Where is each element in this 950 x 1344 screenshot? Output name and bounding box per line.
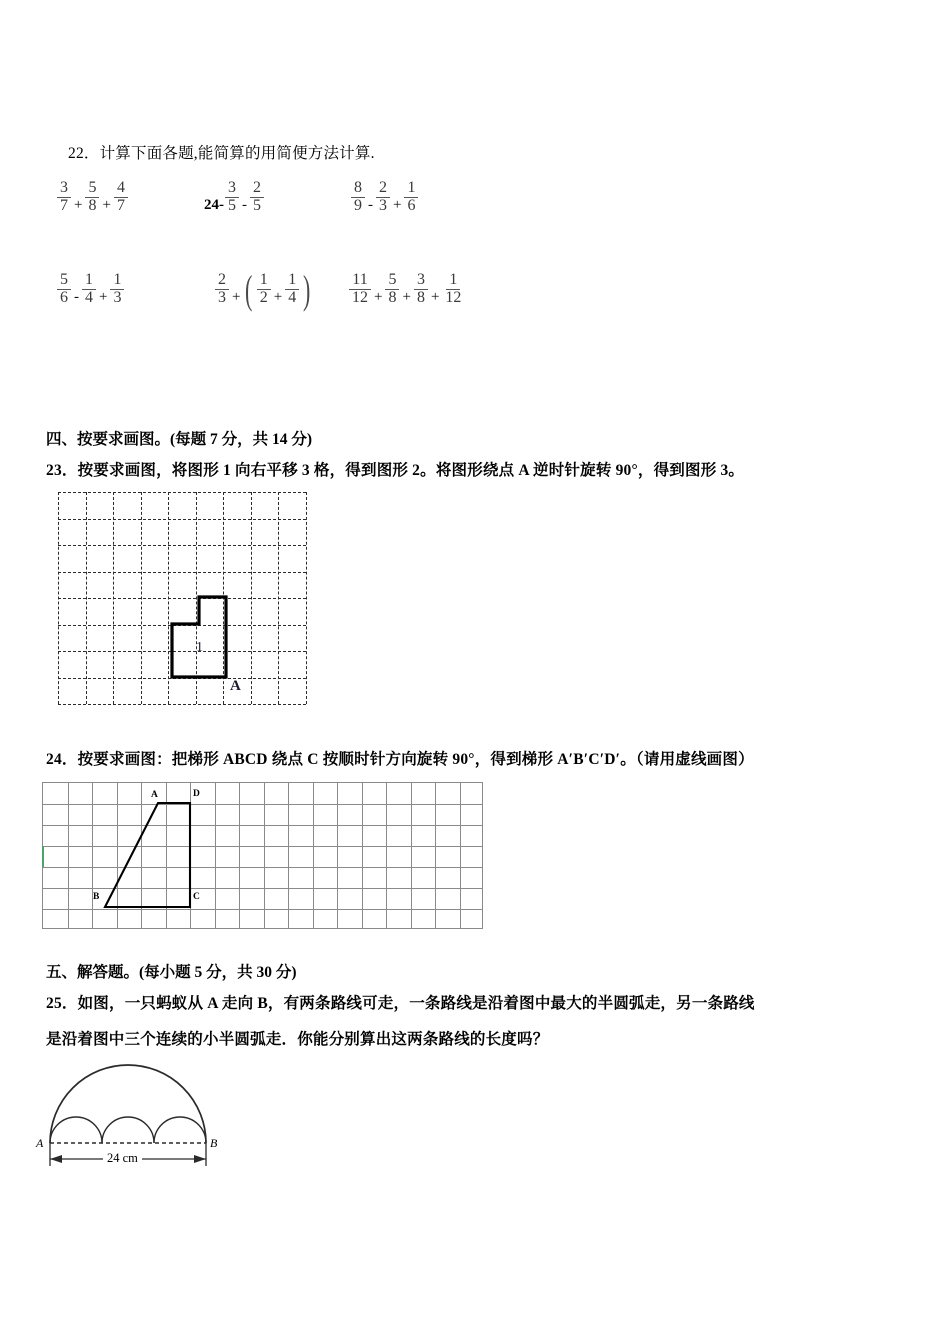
dim-arrow-left — [50, 1155, 62, 1163]
fraction: $\frac{5}{8}$ — [385, 272, 399, 307]
expression-q22-e — [214, 266, 314, 312]
operator: - — [242, 196, 247, 213]
fraction: $\frac{5}{8}$ — [85, 180, 99, 215]
fraction: $\frac{1}{4}$ — [82, 272, 96, 307]
fraction: $\frac{1}{12}$ — [445, 271, 462, 306]
grid-hline — [58, 704, 306, 705]
q22-number: 22． — [68, 145, 100, 162]
operator: - — [368, 196, 373, 213]
vertex-label-b: B — [93, 892, 100, 902]
point-label-b: B — [210, 1136, 218, 1150]
fraction: $\frac{8}{9}$ — [351, 180, 365, 215]
shape-number-label: 1 — [196, 640, 203, 655]
fraction: $\frac{1}{3}$ — [110, 272, 124, 307]
dim-arrow-right — [194, 1155, 206, 1163]
q23-number: 23． — [46, 462, 78, 479]
vertex-label-d: D — [193, 789, 200, 799]
operator: + — [393, 196, 402, 213]
expression-q22-b — [204, 180, 265, 215]
operator: - — [74, 288, 79, 305]
expression-q22-f — [348, 272, 465, 307]
q24-prompt-line — [46, 748, 754, 771]
q24-solid-grid-figure — [42, 782, 483, 929]
expression-q22-d — [56, 272, 125, 307]
expression-q22-c — [350, 180, 419, 215]
fraction: $\frac{5}{6}$ — [57, 272, 71, 307]
trapezoid-abcd — [105, 803, 190, 907]
operator: + — [374, 288, 383, 305]
q25-semicircle-figure — [36, 1080, 236, 1180]
q24-trapezoid-overlay — [43, 783, 484, 930]
q23-shape-overlay — [58, 492, 306, 704]
expression-prefix: 24- — [204, 196, 224, 213]
right-parenthesis: ) — [303, 266, 311, 312]
small-semicircle-arc-2 — [102, 1117, 154, 1143]
small-semicircle-arc-1 — [50, 1117, 102, 1143]
operator: + — [74, 196, 83, 213]
point-a-label: A — [230, 678, 241, 694]
fraction: $\frac{2}{5}$ — [250, 180, 264, 215]
fraction: $\frac{3}{8}$ — [414, 272, 428, 307]
operator: + — [402, 288, 411, 305]
fraction: $\frac{1}{2}$ — [257, 272, 271, 307]
q25-prompt-line1 — [46, 992, 755, 1015]
q24-prompt-text: 按要求画图：把梯形 ABCD 绕点 C 按顺时针方向旋转 90°，得到梯形 A′B′C′D′。（请用虚线画图） — [77, 751, 754, 768]
expression-q22-a — [56, 180, 129, 215]
operator: + — [273, 288, 283, 305]
operator: + — [99, 288, 108, 305]
fraction: $\frac{3}{5}$ — [225, 180, 239, 215]
q25-prompt-line2: 是沿着图中三个连续的小半圆弧走．你能分别算出这两条路线的长度吗？ — [46, 1031, 549, 1048]
q23-prompt-line — [46, 459, 744, 482]
left-parenthesis: ( — [245, 266, 253, 312]
large-semicircle-arc — [50, 1065, 206, 1143]
dimension-label: 24 cm — [103, 1151, 142, 1166]
vertex-label-c: C — [193, 892, 200, 902]
q22-prompt-text: 计算下面各题,能简算的用简便方法计算. — [99, 145, 375, 162]
q23-dashed-grid-figure — [58, 492, 306, 704]
operator: + — [430, 288, 440, 305]
operator: + — [232, 288, 241, 305]
fraction: $\frac{2}{3}$ — [376, 180, 390, 215]
point-label-a: A — [36, 1136, 44, 1150]
grid-vline — [306, 492, 307, 704]
q25-prompt-text-1: 如图，一只蚂蚁从 A 走向 B，有两条路线可走，一条路线是沿着图中最大的半圆弧走，另一条路线 — [77, 995, 755, 1012]
fraction: $\frac{3}{7}$ — [57, 180, 71, 215]
q25-number: 25． — [46, 995, 78, 1012]
q24-number: 24． — [46, 751, 78, 768]
fraction: $\frac{11}{12}$ — [349, 272, 371, 307]
vertex-label-a: A — [151, 790, 158, 800]
section-4-heading: 四、按要求画图。(每题 7 分，共 14 分) — [46, 431, 313, 448]
fraction: $\frac{1}{6}$ — [404, 180, 418, 215]
fraction: $\frac{4}{7}$ — [114, 180, 128, 215]
q22-prompt-line — [68, 142, 375, 165]
q23-prompt-text: 按要求画图，将图形 1 向右平移 3 格，得到图形 2。将图形绕点 A 逆时针旋转 90°，得到图形 3。 — [77, 462, 745, 479]
operator: + — [102, 196, 111, 213]
small-semicircle-arc-3 — [154, 1117, 206, 1143]
fraction: $\frac{2}{3}$ — [215, 272, 229, 307]
fraction: $\frac{1}{4}$ — [285, 272, 299, 307]
l-shape-figure-1 — [172, 597, 226, 677]
section-5-heading: 五、解答题。(每小题 5 分，共 30 分) — [46, 964, 297, 981]
